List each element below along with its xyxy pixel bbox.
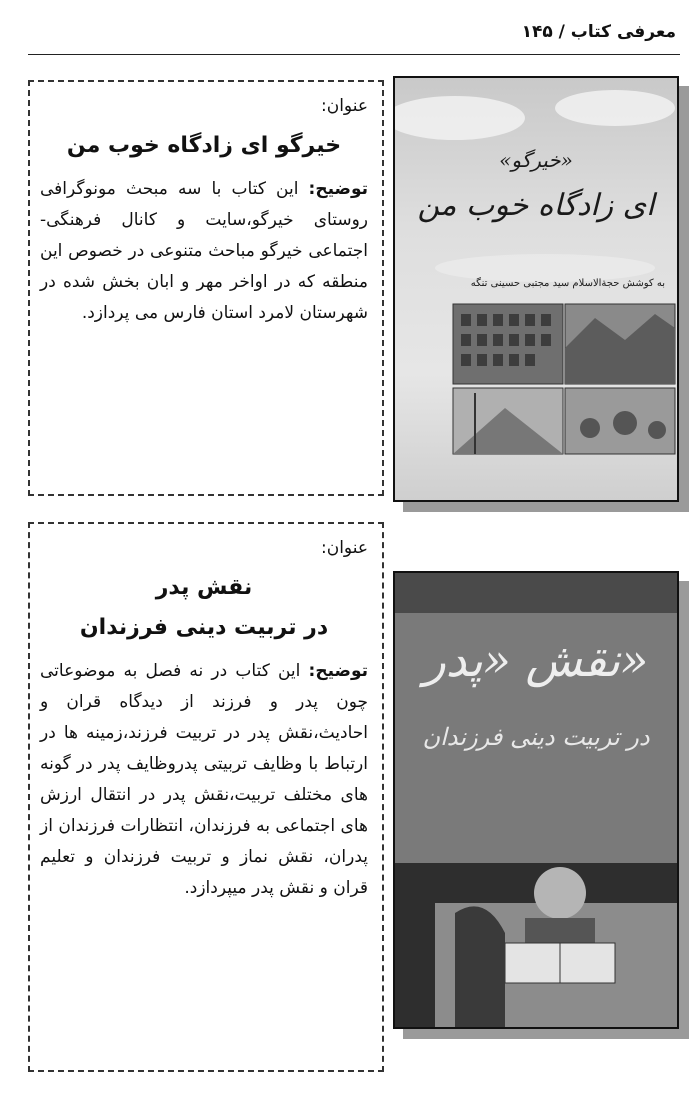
cover-author: به کوشش حجةالاسلام سید مجتبی حسینی تنگه <box>470 278 665 289</box>
cover-illustration <box>395 78 677 500</box>
book-cover <box>393 571 679 1029</box>
cover-title-small: در تربیت دینی فرزندان <box>422 723 650 751</box>
cover-title-small: «خیرگو» <box>499 148 573 172</box>
description-label: توضیح: <box>308 179 368 199</box>
book-description <box>40 656 368 904</box>
description-text: این کتاب در نه فصل به موضوعاتی چون پدر و فرزند از دیدگاه قران و احادیث،نقش پدر در تربیت فرزند،زمینه ها در ارتباط با وظایف تربیتی پدروظایف پدر در گونه های مختلف تربیت،نقش پدر در انتقال ارزش های اجتماعی به فرزندان، انتظارات فرزندان از پدران، نقش نماز و تربیت فرزندان و تعلیم قران و نقش پدر میپردازد. <box>40 661 368 898</box>
header-text: معرفی کتاب / ۱۴۵ <box>521 22 676 42</box>
title-label: عنوان: <box>321 538 368 558</box>
book-title-line: خیرگو ای زادگاه خوب من <box>66 133 342 158</box>
book-title-line: در تربیت دینی فرزندان <box>79 615 329 640</box>
book-title-line: نقش پدر <box>155 575 253 600</box>
book-description <box>40 174 368 329</box>
cover-title-large: ای زادگاه خوب من <box>417 188 655 223</box>
book-title <box>40 568 368 648</box>
cover-title-large: نقش «پدر» <box>423 633 649 687</box>
book-title <box>40 126 368 166</box>
title-label: عنوان: <box>321 96 368 116</box>
description-text: این کتاب با سه مبحث مونوگرافی روستای خیرگو،سایت و کانال فرهنگی-اجتماعی خیرگو مباحث متنوعی در خصوص این منطقه که در اواخر مهر و ابان بخش شده در شهرستان لامرد استان فارس می پردازد. <box>40 179 368 323</box>
book-entry <box>28 80 384 496</box>
page-header <box>28 14 680 55</box>
book-cover <box>393 76 679 502</box>
book-entry <box>28 522 384 1072</box>
description-label: توضیح: <box>308 661 368 681</box>
